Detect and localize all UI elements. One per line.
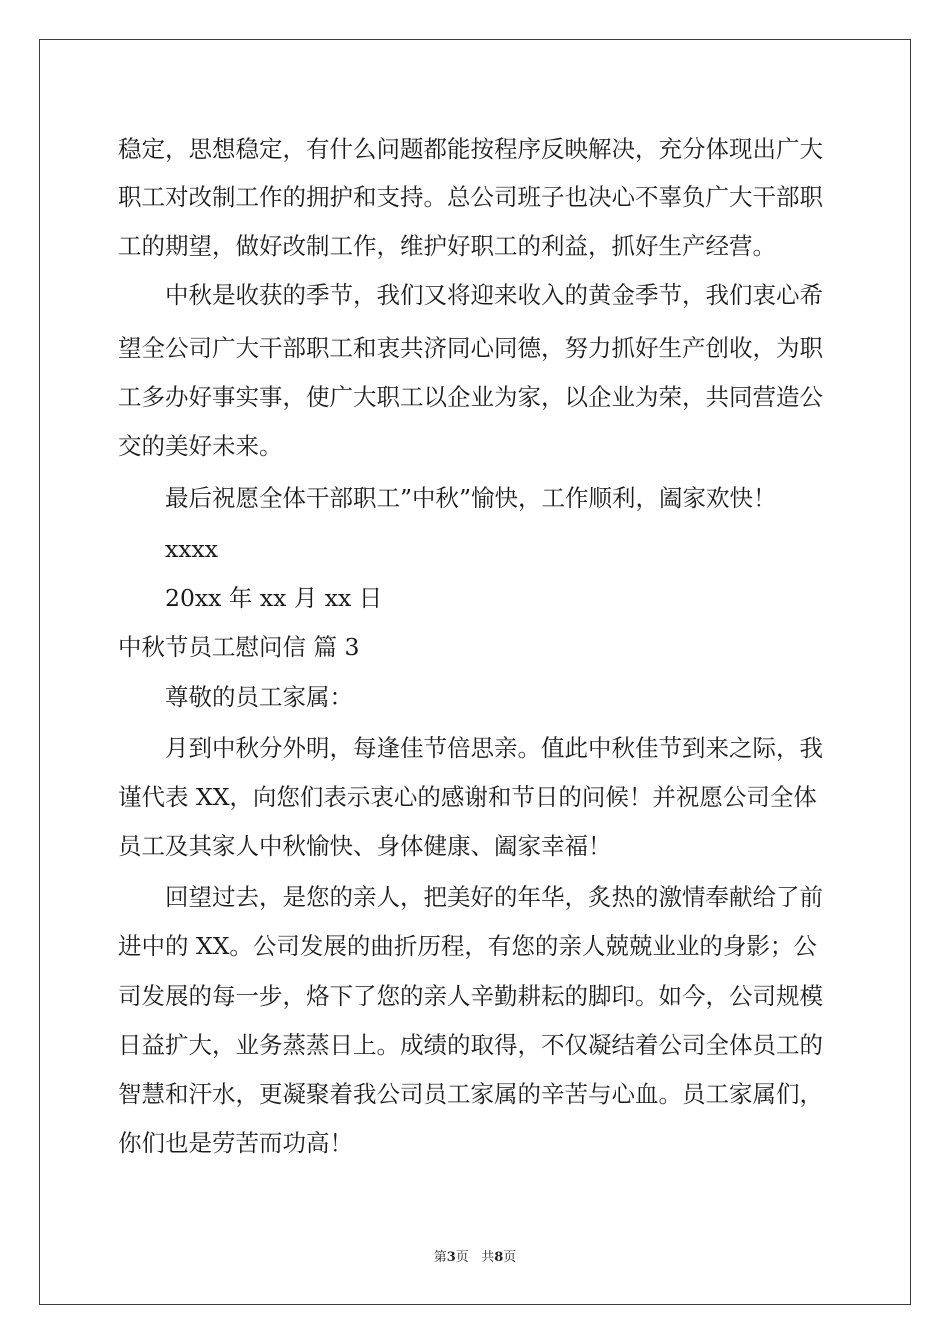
text-line: 中秋是收获的季节，我们又将迎来收入的黄金季节，我们衷心希 xyxy=(165,281,823,309)
page-border xyxy=(39,39,911,1305)
text-line: 员工及其家人中秋愉快、身体健康、阖家幸福！ xyxy=(118,832,612,860)
text-line: 工多办好事实事，使广大职工以企业为家，以企业为荣，共同营造公 xyxy=(118,383,823,411)
signature: xxxx xyxy=(165,535,219,563)
text-line: 回望过去，是您的亲人，把美好的年华，炙热的激情奉献给了前 xyxy=(165,883,823,911)
text-line: 望全公司广大干部职工和衷共济同心同德，努力抓好生产创收，为职 xyxy=(118,334,823,362)
text-line: 最后祝愿全体干部职工”中秋”愉快，工作顺利，阖家欢快！ xyxy=(165,484,777,512)
section-heading: 中秋节员工慰问信 篇 3 xyxy=(118,633,360,661)
text-line: 你们也是劳苦而功高！ xyxy=(118,1129,353,1157)
page-footer xyxy=(0,1246,950,1265)
text-line: 工的期望，做好改制工作，维护好职工的利益，抓好生产经营。 xyxy=(118,232,776,260)
text-line: 交的美好未来。 xyxy=(118,432,283,460)
total-pages-number: 8 xyxy=(494,1250,504,1265)
text-line: 月到中秋分外明，每逢佳节倍思亲。值此中秋佳节到来之际，我 xyxy=(165,734,823,762)
text-line: 日益扩大，业务蒸蒸日上。成绩的取得，不仅凝结着公司全体员工的 xyxy=(118,1031,823,1059)
footer-prefix: 第 xyxy=(433,1250,447,1265)
text-line: 司发展的每一步，烙下了您的亲人辛勤耕耘的脚印。如今，公司规模 xyxy=(118,982,823,1010)
current-page-number: 3 xyxy=(446,1250,456,1265)
footer-suffix: 页 xyxy=(503,1250,517,1265)
text-line: 智慧和汗水，更凝聚着我公司员工家属的辛苦与心血。员工家属们， xyxy=(118,1080,823,1108)
text-line: 职工对改制工作的拥护和支持。总公司班子也决心不辜负广大干部职 xyxy=(118,183,823,211)
footer-mid: 页 共 xyxy=(455,1250,495,1265)
text-line: 稳定，思想稳定，有什么问题都能按程序反映解决，充分体现出广大 xyxy=(118,135,823,163)
text-line: 谨代表 XX，向您们表示衷心的感谢和节日的问候！并祝愿公司全体 xyxy=(118,783,817,811)
date-line: 20xx 年 xx 月 xx 日 xyxy=(165,584,383,612)
text-line: 进中的 XX。公司发展的曲折历程，有您的亲人兢兢业业的身影；公 xyxy=(118,932,817,960)
salutation: 尊敬的员工家属： xyxy=(165,683,353,711)
